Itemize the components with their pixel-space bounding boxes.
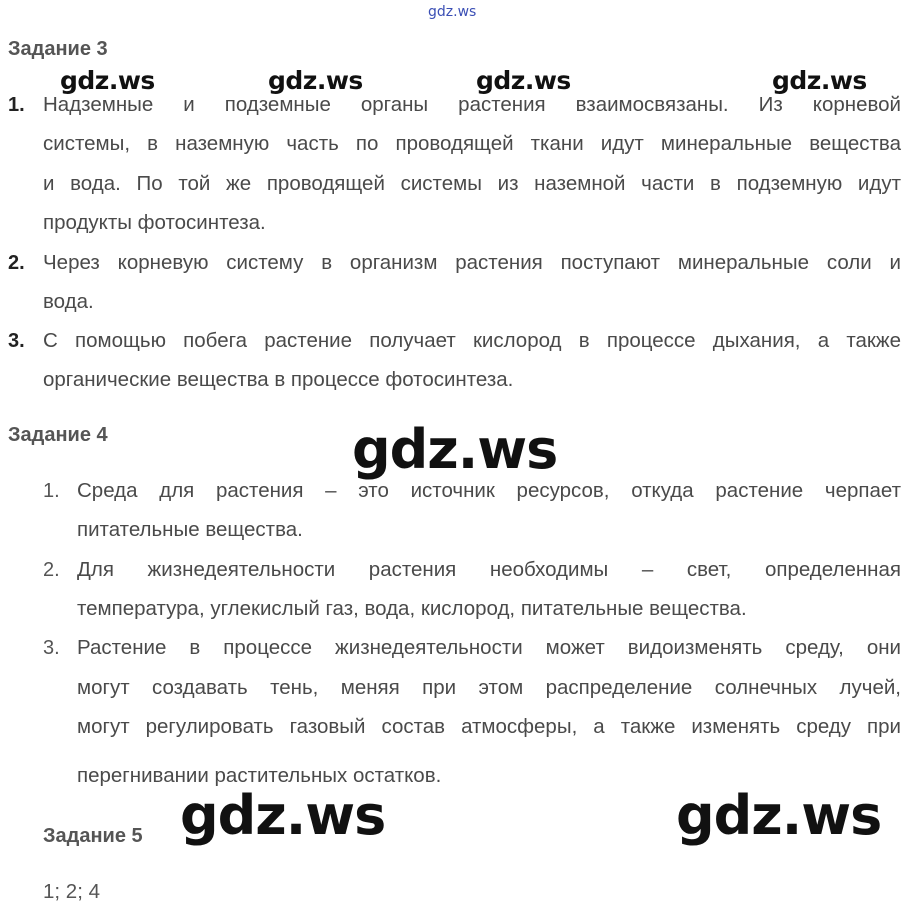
task3-item-1-number: 1. xyxy=(8,94,25,116)
task4-item-3-line-1: Растение в процессе жизнедеятельности может видоизменять среду, они xyxy=(77,636,901,659)
task4-item-2-line-1: Для жизнедеятельности растения необходимы – свет, определенная xyxy=(77,558,901,581)
task3-heading: Задание 3 xyxy=(8,38,108,60)
watermark-top: gdz.ws xyxy=(428,4,477,20)
task3-item-1-line-4: продукты фотосинтеза. xyxy=(43,211,266,234)
task4-item-1-line-1: Среда для растения – это источник ресурсов, откуда растение черпает xyxy=(77,479,901,502)
task5-heading: Задание 5 xyxy=(43,825,143,847)
task4-item-1-line-2: питательные вещества. xyxy=(77,518,303,541)
task3-item-2-line-2: вода. xyxy=(43,290,94,313)
task4-item-2-number: 2. xyxy=(43,559,60,581)
task4-heading: Задание 4 xyxy=(8,424,108,446)
watermark-large: gdz.ws xyxy=(352,418,558,481)
task4-item-3-line-2: могут создавать тень, меняя при этом распределение солнечных лучей, xyxy=(77,676,901,699)
task4-item-3-number: 3. xyxy=(43,637,60,659)
task3-item-1-line-2: системы, в наземную часть по проводящей ткани идут минеральные вещества xyxy=(43,132,901,155)
task4-item-3-line-4: перегнивании растительных остатков. xyxy=(77,764,442,787)
task3-item-3-line-2: органические вещества в процессе фотосинтеза. xyxy=(43,368,514,391)
task3-item-2-line-1: Через корневую систему в организм растения поступают минеральные соли и xyxy=(43,251,901,274)
watermark-large: gdz.ws xyxy=(180,784,386,847)
watermark-small: gdz.ws xyxy=(476,66,571,95)
watermark-large: gdz.ws xyxy=(676,784,882,847)
task3-item-3-number: 3. xyxy=(8,330,25,352)
task4-item-2-line-2: температура, углекислый газ, вода, кислород, питательные вещества. xyxy=(77,597,747,620)
task3-item-1-line-1: Надземные и подземные органы растения взаимосвязаны. Из корневой xyxy=(43,93,901,116)
task3-item-2-number: 2. xyxy=(8,252,25,274)
task3-item-1-line-3: и вода. По той же проводящей системы из наземной части в подземную идут xyxy=(43,172,901,195)
task4-item-1-number: 1. xyxy=(43,480,60,502)
task4-item-3-line-3: могут регулировать газовый состав атмосферы, а также изменять среду при xyxy=(77,715,901,738)
watermark-small: gdz.ws xyxy=(60,66,155,95)
watermark-small: gdz.ws xyxy=(772,66,867,95)
watermark-small: gdz.ws xyxy=(268,66,363,95)
task3-item-3-line-1: С помощью побега растение получает кислород в процессе дыхания, а также xyxy=(43,329,901,352)
task5-answer: 1; 2; 4 xyxy=(43,880,100,903)
